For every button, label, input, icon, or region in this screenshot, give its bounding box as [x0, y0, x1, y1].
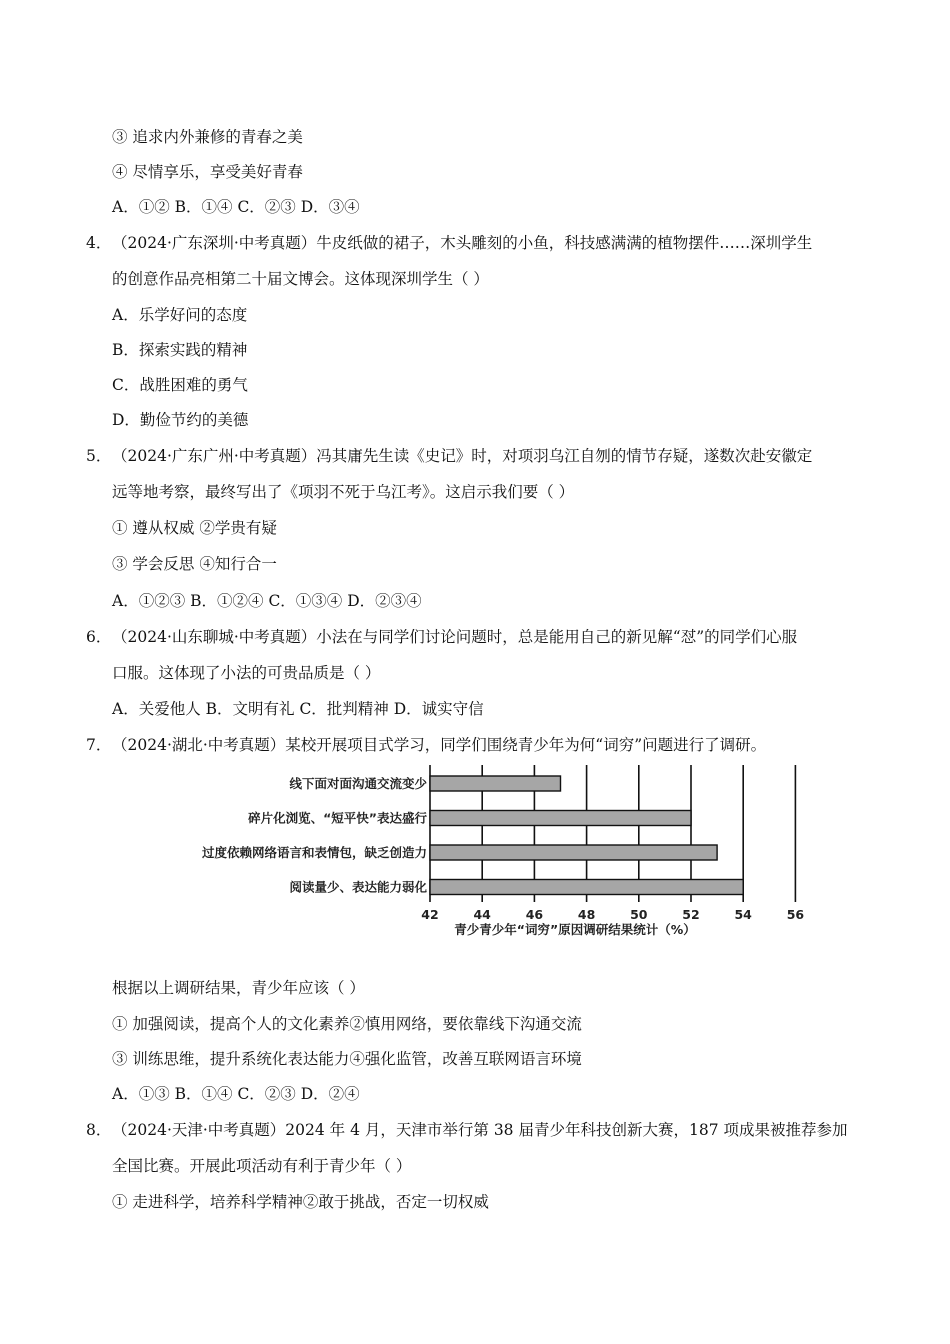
category-label: 过度依赖网络语言和表情包，缺乏创造力 [201, 845, 427, 860]
question-number: 8． [86, 1121, 112, 1139]
chart-svg [160, 760, 840, 945]
option-d: D．勤俭节约的美德 [112, 411, 249, 429]
bar [430, 845, 717, 860]
question-number: 5． [86, 447, 112, 465]
category-label: 线下面对面沟通交流变少 [289, 776, 427, 791]
option-line: ① 走进科学，培养科学精神②敢于挑战，否定一切权威 [112, 1193, 489, 1211]
bar [430, 811, 691, 826]
question-stem: 全国比赛。开展此项活动有利于青少年（ ） [112, 1157, 412, 1175]
category-label: 阅读量少、表达能力弱化 [289, 879, 427, 895]
tick-label: 48 [577, 907, 596, 922]
option-a: A．乐学好问的态度 [112, 306, 248, 324]
question-stem: （2024·湖北·中考真题）某校开展项目式学习，同学们围绕青少年为何“词穷”问题进行了调研。 [112, 736, 767, 754]
question-stem: （2024·广东深圳·中考真题）牛皮纸做的裙子，木头雕刻的小鱼，科技感满满的植物摆件……深圳学生 [112, 234, 813, 252]
option-b: B．探索实践的精神 [112, 341, 248, 359]
answer-choices: A．①②③ B．①②④ C．①③④ D．②③④ [112, 592, 422, 610]
question-number: 4． [86, 234, 112, 252]
tick-label: 54 [734, 907, 752, 922]
tick-label: 44 [473, 907, 491, 922]
option-line: ③ 学会反思 ④知行合一 [112, 555, 277, 573]
answer-choices: A．①② B．①④ C．②③ D．③④ [112, 198, 360, 216]
question-stem: 的创意作品亮相第二十届文博会。这体现深圳学生（ ） [112, 270, 489, 288]
question-stem: 远等地考察，最终写出了《项羽不死于乌江考》。这启示我们要（ ） [112, 483, 575, 501]
question-number: 6． [86, 628, 112, 646]
question-number: 7． [86, 736, 112, 754]
tick-label: 52 [682, 907, 700, 922]
tick-label: 46 [525, 907, 544, 922]
question-stem: （2024·山东聊城·中考真题）小法在与同学们讨论问题时，总是能用自己的新见解“怼”的同学们心服 [112, 628, 798, 646]
question-stem: （2024·天津·中考真题）2024 年 4 月，天津市举行第 38 届青少年科技创新大赛，187 项成果被推荐参加 [112, 1121, 848, 1139]
option-line: ③ 追求内外兼修的青春之美 [112, 128, 303, 146]
option-line: ④ 尽情享乐，享受美好青春 [112, 163, 303, 181]
answer-choices: A．关爱他人 B．文明有礼 C．批判精神 D．诚实守信 [112, 700, 484, 718]
x-axis-label: 青少青少年“词穷”原因调研结果统计（%） [454, 922, 696, 937]
tick-label: 42 [421, 907, 439, 922]
option-line: ① 遵从权威 ②学贵有疑 [112, 519, 277, 537]
question-stem: 口服。这体现了小法的可贵品质是（ ） [112, 664, 381, 682]
option-c: C．战胜困难的勇气 [112, 376, 248, 394]
category-label: 碎片化浏览、“短平快”表达盛行 [248, 810, 427, 826]
bar [430, 776, 561, 791]
tick-label: 56 [786, 907, 805, 922]
question-stem: （2024·广东广州·中考真题）冯其庸先生读《史记》时，对项羽乌江自刎的情节存疑，遂数次赴安徽定 [112, 447, 813, 465]
option-line: ① 加强阅读，提高个人的文化素养②慎用网络，要依靠线下沟通交流 [112, 1015, 582, 1033]
survey-bar-chart [160, 760, 840, 945]
option-line: ③ 训练思维，提升系统化表达能力④强化监管，改善互联网语言环境 [112, 1050, 582, 1068]
answer-choices: A．①③ B．①④ C．②③ D．②④ [112, 1085, 360, 1103]
tick-label: 50 [630, 907, 648, 922]
bar [430, 880, 743, 895]
question-prompt: 根据以上调研结果，青少年应该（ ） [112, 979, 365, 997]
